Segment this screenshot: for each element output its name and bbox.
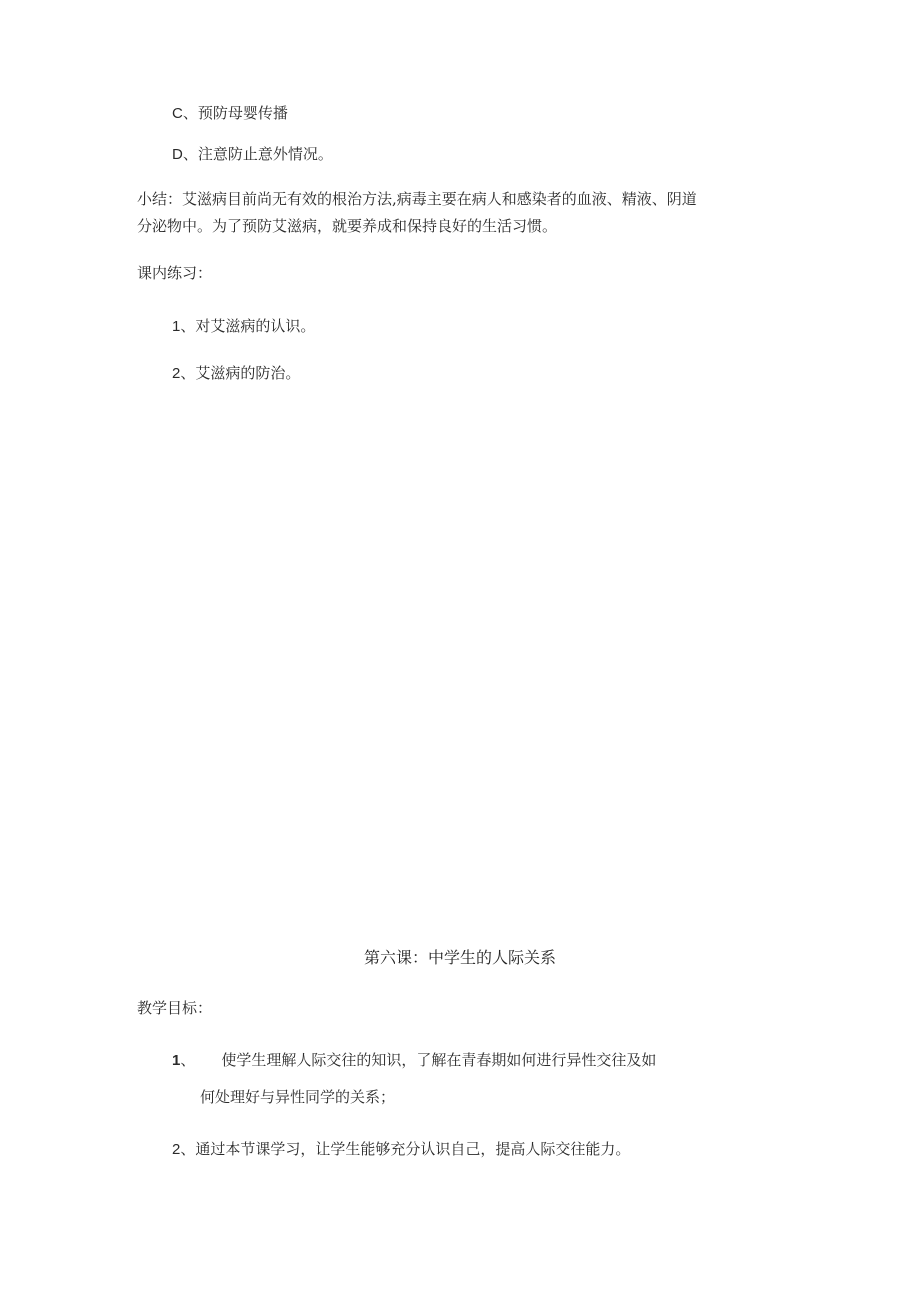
- exercise-item-1-marker: 1: [172, 318, 181, 335]
- summary-line-2: 分泌物中。为了预防艾滋病，就要养成和保持良好的生活习惯。: [137, 217, 558, 235]
- summary-line-1: 小结：艾滋病目前尚无有效的根治方法,病毒主要在病人和感染者的血液、精液、阴道: [137, 190, 697, 208]
- exercise-item-1-text: 、对艾滋病的认识。: [180, 317, 316, 335]
- option-d: [172, 144, 333, 165]
- goal-2: [172, 1139, 630, 1160]
- goal-1-line-1: [172, 1050, 656, 1071]
- goals-heading: 教学目标：: [137, 999, 213, 1017]
- option-d-text: 、注意防止意外情况。: [182, 145, 333, 163]
- lesson-title: 第六课：中学生的人际关系: [363, 948, 556, 967]
- goal-1-line-2: 何处理好与异性同学的关系；: [200, 1088, 396, 1106]
- option-c-text: 、预防母婴传播: [182, 104, 288, 122]
- option-c: [172, 103, 288, 124]
- goal-2-marker: 2: [172, 1141, 181, 1158]
- option-d-marker: D: [172, 146, 183, 163]
- goal-1-sep: 、: [180, 1051, 196, 1069]
- goal-1-text-line-1: 使学生理解人际交往的知识，了解在青春期如何进行异性交往及如: [221, 1051, 657, 1069]
- exercise-item-2-text: 、艾滋病的防治。: [180, 364, 301, 382]
- exercise-heading: 课内练习：: [137, 264, 213, 282]
- goal-1-marker: 1: [172, 1052, 181, 1069]
- option-c-marker: C: [172, 105, 183, 122]
- exercise-item-2: [172, 363, 300, 384]
- exercise-item-1: [172, 316, 315, 337]
- goal-2-text: 、通过本节课学习，让学生能够充分认识自己，提高人际交往能力。: [180, 1140, 631, 1158]
- exercise-item-2-marker: 2: [172, 365, 181, 382]
